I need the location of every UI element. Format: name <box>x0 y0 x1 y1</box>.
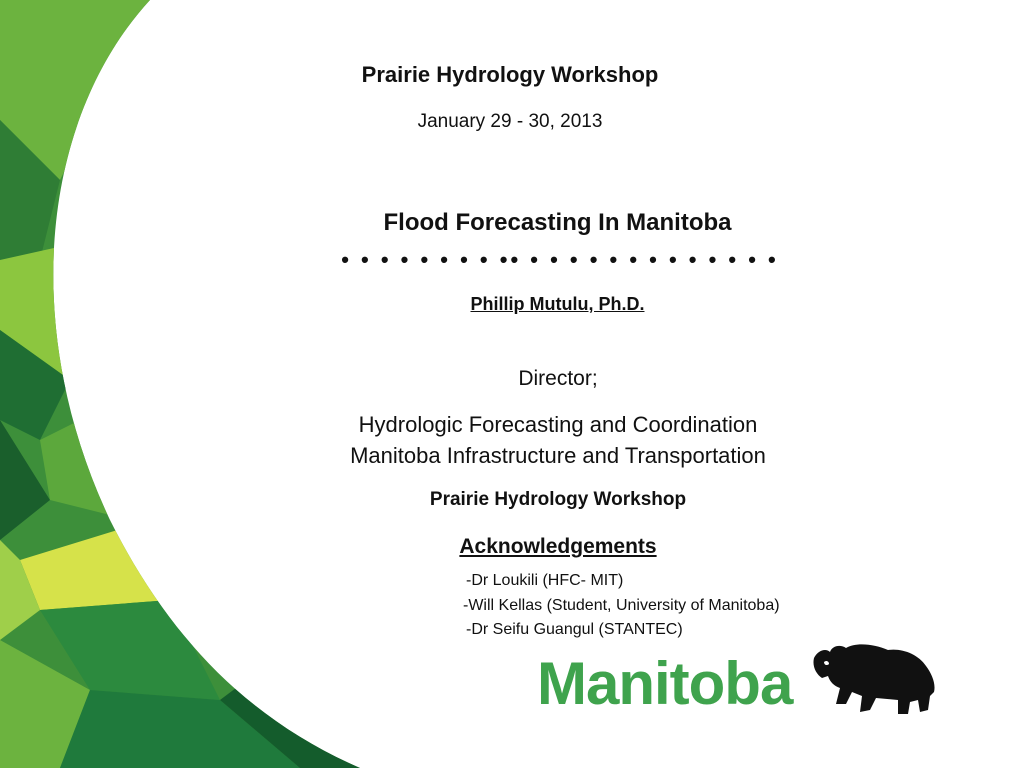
presentation-title: Flood Forecasting In Manitoba <box>383 209 732 236</box>
dotted-separator: • • • • • • • • •• • • • • • • • • • • • • • <box>341 247 779 272</box>
workshop-date: January 29 - 30, 2013 <box>417 111 603 132</box>
acknowledgement-item: -Dr Loukili (HFC- MIT) <box>466 572 624 589</box>
acknowledgement-item: -Dr Seifu Guangul (STANTEC) <box>466 621 683 638</box>
workshop-title: Prairie Hydrology Workshop <box>361 62 659 87</box>
department-line-1: Hydrologic Forecasting and Coordination <box>358 412 758 437</box>
workshop-footer: Prairie Hydrology Workshop <box>429 489 687 510</box>
manitoba-logo-text: Manitoba <box>537 650 793 717</box>
author-role: Director; <box>518 367 598 390</box>
acknowledgements-heading: Acknowledgements <box>459 535 657 558</box>
bison-icon <box>812 640 940 718</box>
department-line-2: Manitoba Infrastructure and Transportation <box>350 443 766 468</box>
acknowledgement-item: -Will Kellas (Student, University of Manitoba) <box>463 597 780 614</box>
author-name: Phillip Mutulu, Ph.D. <box>470 294 645 314</box>
